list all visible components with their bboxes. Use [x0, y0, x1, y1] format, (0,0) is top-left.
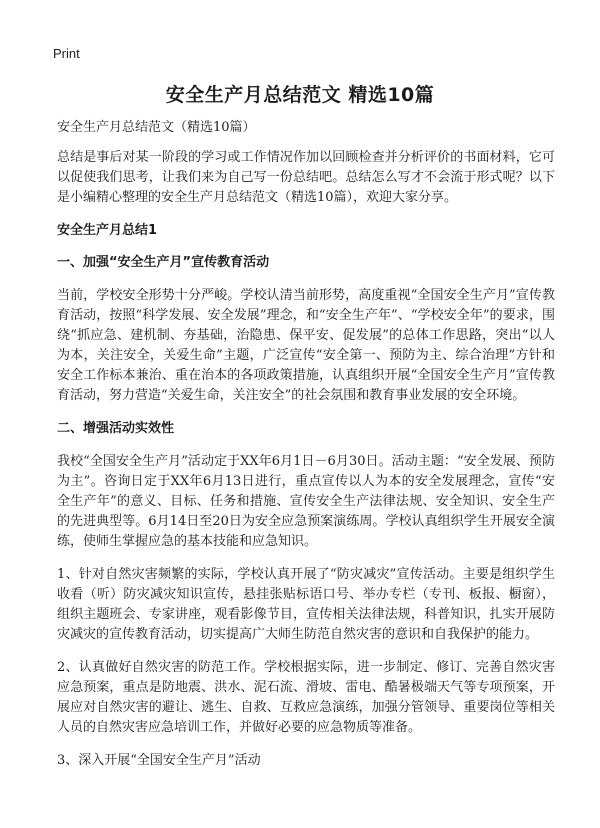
list-item-1: 1、针对自然灾害频繁的实际，学校认真开展了“防灾减灾”宣传活动。主要是组织学生收看（听）防灾减灾知识宣传，悬挂张贴标语口号、举办专栏（专刊、板报、橱窗），组织主题班会、专家讲座，观看影像节目，宣传相关法律法规，科普知识，扎实开展防灾减灾的宣传教育活动，切实提高广大师生防范自然灾害的意识和自我保护的能力。	[57, 567, 555, 642]
list-item-3: 3、深入开展“全国安全生产月”活动	[57, 753, 261, 768]
section2-heading: 二、增强活动实效性	[57, 421, 175, 436]
section1-paragraph: 当前，学校安全形势十分严峻。学校认清当前形势，高度重视“全国安全生产月”宣传教育活动，按照“科学发展、安全发展”理念，和“安全生产年”、“学校安全年”的要求，围绕“抓应急、建机制、夯基础，治隐患、保平安、促发展”的总体工作思路，突出“以人为本，关注安全，关爱生命”主题，广泛宣传“安全第一、预防为主、综合治理”方针和安全工作标本兼治、重在治本的各项政策措施，认真组织开展“全国安全生产月”宣传教育活动，努力营造“关爱生命，关注安全”的社会氛围和教育事业发展的安全环境。	[57, 288, 555, 403]
intro-paragraph: 总结是事后对某一阶段的学习或工作情况作加以回顾检查并分析评价的书面材料，它可以促使我们思考，让我们来为自己写一份总结吧。总结怎么写才不会流于形式呢？以下是小编精心整理的安全生产月总结范文（精选10篇），欢迎大家分享。	[57, 150, 555, 205]
section2-paragraph: 我校“全国安全生产月”活动定于XX年6月1日－6月30日。活动主题：“安全发展、预防为主”。咨询日定于XX年6月13日进行，重点宣传以人为本的安全发展理念，宣传“安全生产年”的意义、目标、任务和措施、宣传安全生产法律法规、安全知识、安全生产的先进典型等。6月14日至20日为安全应急预案演练周。学校认真组织学生开展安全演练，使师生掌握应急的基本技能和应急知识。	[57, 454, 555, 549]
list-item-2: 2、认真做好自然灾害的防范工作。学校根据实际，进一步制定、修订、完善自然灾害应急预案，重点是防地震、洪水、泥石流、滑坡、雷电、酷暑极端天气等专项预案，开展应对自然灾害的避让、逃生、自救、互救应急演练，加强分管领导、重要岗位等相关人员的自然灾害应急培训工作，并做好必要的应急物质等准备。	[57, 660, 555, 735]
summary-heading: 安全生产月总结1	[57, 223, 158, 238]
document-body	[57, 118, 555, 784]
section1-heading: 一、加强“安全生产月”宣传教育活动	[57, 255, 270, 270]
print-link[interactable]: Print	[53, 46, 80, 61]
document-subtitle: 安全生产月总结范文（精选10篇）	[57, 120, 256, 135]
document-title: 安全生产月总结范文 精选10篇	[165, 84, 435, 106]
